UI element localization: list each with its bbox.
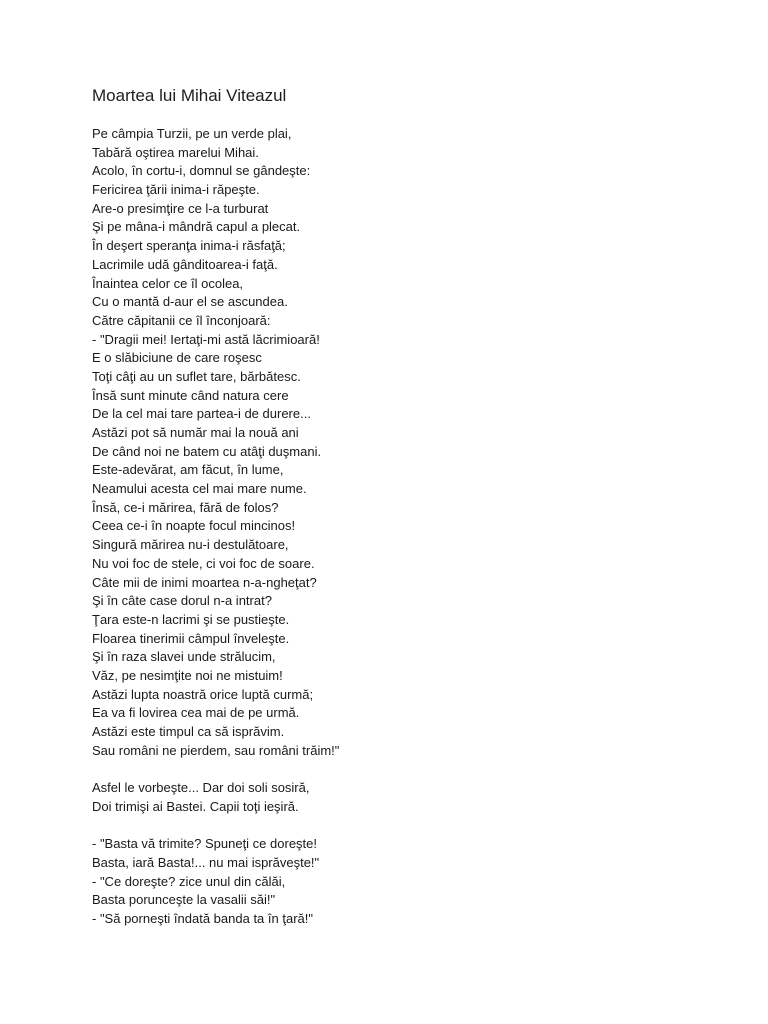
poem-line: Basta, iară Basta!... nu mai isprăveşte!" bbox=[92, 854, 320, 870]
poem-line: Acolo, în cortu-i, domnul se gândeşte: bbox=[92, 163, 311, 179]
poem-body bbox=[92, 125, 692, 947]
poem-line: În deşert speranţa inima-i răsfaţă; bbox=[92, 238, 286, 254]
poem-line: De când noi ne batem cu atâţi duşmani. bbox=[92, 443, 322, 459]
poem-line: Sau români ne pierdem, sau români trăim!" bbox=[92, 742, 340, 758]
poem-line: Văz, pe nesimţite noi ne mistuim! bbox=[92, 667, 283, 683]
poem-line: Însă sunt minute când natura cere bbox=[92, 387, 289, 403]
poem-line: Astăzi lupta noastră orice luptă curmă; bbox=[92, 686, 314, 702]
poem-line: Fericirea ţării inima-i răpeşte. bbox=[92, 182, 260, 198]
poem-stanza bbox=[92, 779, 692, 816]
poem-line: Cu o mantă d-aur el se ascundea. bbox=[92, 294, 288, 310]
poem-line: - "Ce doreşte? zice unul din călăi, bbox=[92, 873, 286, 889]
poem-line: Către căpitanii ce îl înconjoară: bbox=[92, 312, 271, 328]
poem-line: E o slăbiciune de care roşesc bbox=[92, 350, 262, 366]
poem-line: - "Să porneşti îndată banda ta în ţară!" bbox=[92, 910, 313, 926]
poem-line: Doi trimişi ai Bastei. Capii toţi ieşiră. bbox=[92, 798, 299, 814]
poem-line: Însă, ce-i mărirea, fără de folos? bbox=[92, 499, 279, 515]
poem-line: Nu voi foc de stele, ci voi foc de soare. bbox=[92, 555, 315, 571]
poem-line: Basta porunceşte la vasalii săi!" bbox=[92, 892, 276, 908]
poem-line: Astăzi este timpul ca să isprăvim. bbox=[92, 724, 285, 739]
poem-line: Tabără oştirea marelui Mihai. bbox=[92, 144, 259, 160]
poem-line: Înaintea celor ce îl ocolea, bbox=[92, 275, 244, 291]
poem-line: - "Dragii mei! Iertaţi-mi astă lăcrimioară! bbox=[92, 331, 320, 347]
poem-line: Singură mărirea nu-i destulătoare, bbox=[92, 537, 289, 553]
poem-line: Asfel le vorbeşte... Dar doi soli sosiră, bbox=[92, 780, 310, 796]
poem-line: Ea va fi lovirea cea mai de pe urmă. bbox=[92, 705, 300, 721]
poem-line: Toţi câţi au un suflet tare, bărbătesc. bbox=[92, 368, 301, 384]
poem-line: Are-o presimţire ce l-a turburat bbox=[92, 200, 269, 216]
poem-line: Astăzi pot să număr mai la nouă ani bbox=[92, 425, 299, 440]
poem-stanza bbox=[92, 125, 692, 760]
poem-line: Lacrimile udă gânditoarea-i faţă. bbox=[92, 256, 278, 272]
poem-line: Şi în câte case dorul n-a intrat? bbox=[92, 593, 272, 609]
poem-line: Pe câmpia Turzii, pe un verde plai, bbox=[92, 126, 292, 141]
poem-line: Ţara este-n lacrimi şi se pustieşte. bbox=[92, 611, 290, 627]
poem-line: Floarea tinerimii câmpul înveleşte. bbox=[92, 630, 290, 646]
poem-line: Neamului acesta cel mai mare nume. bbox=[92, 481, 307, 497]
poem-stanza bbox=[92, 835, 692, 928]
poem-line: Şi în raza slavei unde strălucim, bbox=[92, 649, 276, 665]
poem-title: Moartea lui Mihai Viteazul bbox=[92, 86, 287, 105]
poem-line: - "Basta vă trimite? Spuneţi ce doreşte! bbox=[92, 836, 317, 852]
poem-line: Şi pe mâna-i mândră capul a plecat. bbox=[92, 219, 301, 235]
poem-line: Ceea ce-i în noapte focul mincinos! bbox=[92, 518, 296, 534]
poem-line: De la cel mai tare partea-i de durere... bbox=[92, 406, 311, 422]
poem-line: Câte mii de inimi moartea n-a-ngheţat? bbox=[92, 574, 317, 590]
poem-line: Este-adevărat, am făcut, în lume, bbox=[92, 462, 284, 478]
